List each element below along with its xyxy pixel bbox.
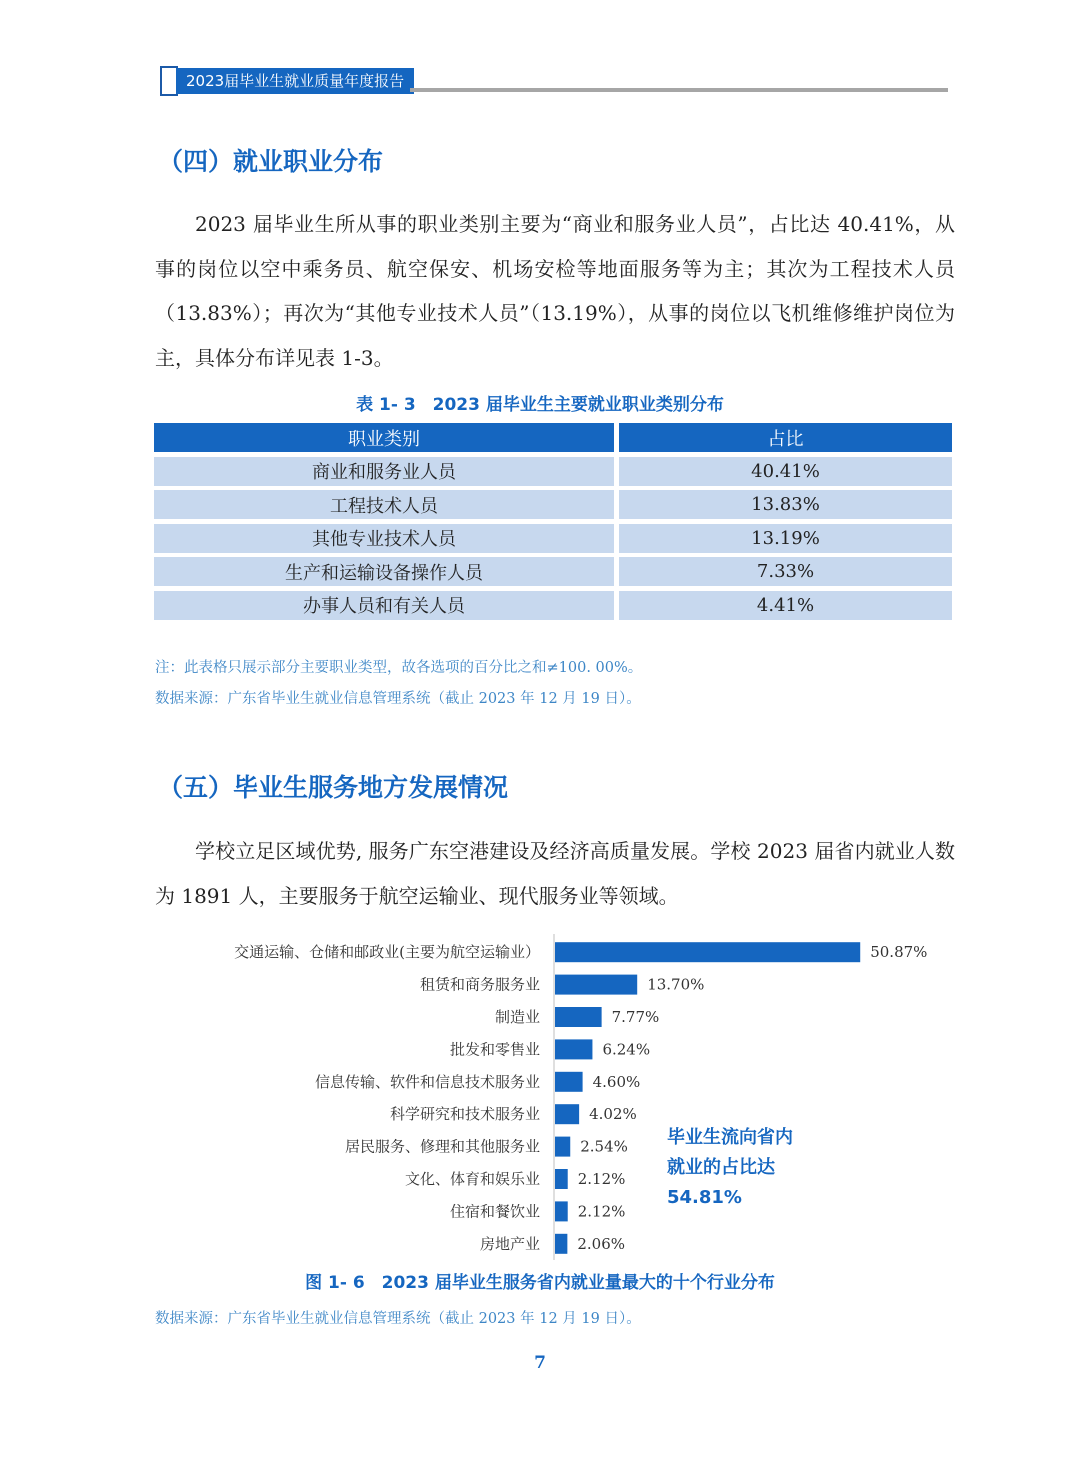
section-5-title: （五）毕业生服务地方发展情况 — [158, 773, 509, 802]
header-rule — [410, 88, 948, 92]
section-4-title: （四）就业职业分布 — [158, 147, 384, 176]
table-note: 注：此表格只展示部分主要职业类型，故各选项的百分比之和≠100. 00%。 — [155, 660, 643, 676]
table-row — [154, 591, 952, 620]
bar — [555, 1201, 568, 1221]
bar — [555, 1072, 583, 1092]
bar — [555, 1169, 568, 1189]
chart-bars — [234, 942, 927, 1254]
section-5-paragraph — [155, 829, 955, 918]
cell-share: 4.41% — [619, 591, 952, 620]
cell-share: 13.83% — [619, 490, 952, 519]
header-share: 占比 — [619, 423, 952, 452]
bar — [555, 1234, 567, 1254]
data-label: 2.12% — [577, 1202, 626, 1221]
category-label: 住宿和餐饮业 — [449, 1202, 540, 1221]
occupation-table — [154, 423, 952, 624]
category-label: 批发和零售业 — [449, 1040, 540, 1059]
data-label: 6.24% — [602, 1040, 651, 1059]
callout-text: 毕业生流向省内就业的占比达 54.81% — [667, 1127, 793, 1208]
section-5-paragraph-text: 学校立足区域优势, 服务广东空港建设及经济高质量发展。学校 2023 届省内就业人数为 1891 人，主要服务于航空运输业、现代服务业等领域。 — [155, 839, 955, 908]
data-label: 2.54% — [580, 1137, 628, 1156]
category-label: 制造业 — [494, 1008, 540, 1026]
cell-share: 7.33% — [619, 557, 952, 586]
section-4-paragraph-text: 2023 届毕业生所从事的职业类别主要为“商业和服务业人员”，占比达 40.41%，从事的岗位以空中乘务员、航空保安、机场安检等地面服务等为主；其次为工程技术人员（13.83%）；再次为“其他专业技术人员”（13.19%），从事的岗位以飞机维修维护岗位为主，具体分布详见表 1-3。 — [155, 212, 955, 370]
report-title-badge: 2023届毕业生就业质量年度报告 — [176, 68, 414, 94]
cell-share: 13.19% — [619, 524, 952, 553]
category-label: 租赁和商务服务业 — [419, 975, 540, 994]
category-label: 文化、体育和娱乐业 — [404, 1170, 540, 1188]
bar — [555, 1039, 592, 1059]
data-label: 4.02% — [589, 1105, 637, 1124]
category-label: 房地产业 — [479, 1234, 540, 1253]
table-row — [154, 490, 952, 519]
category-label: 交通运输、仓储和邮政业(主要为航空运输业） — [234, 943, 540, 962]
table-source: 数据来源：广东省毕业生就业信息管理系统（截止 2023 年 12 月 19 日）。 — [155, 691, 641, 707]
data-label: 4.60% — [592, 1072, 641, 1091]
bar — [555, 942, 860, 962]
cell-occupation: 商业和服务业人员 — [154, 457, 614, 486]
cell-occupation: 其他专业技术人员 — [154, 524, 614, 553]
cell-occupation: 工程技术人员 — [154, 490, 614, 519]
bar — [555, 1007, 602, 1027]
data-label: 2.06% — [577, 1234, 626, 1253]
bar — [555, 1137, 570, 1157]
industry-bar-chart — [150, 930, 950, 1260]
bar — [555, 975, 637, 995]
table-row — [154, 457, 952, 486]
cell-share: 40.41% — [619, 457, 952, 486]
data-label: 7.77% — [611, 1008, 660, 1026]
category-label: 居民服务、修理和其他服务业 — [344, 1137, 540, 1156]
figure-source: 数据来源：广东省毕业生就业信息管理系统（截止 2023 年 12 月 19 日）。 — [155, 1311, 641, 1327]
cell-occupation: 生产和运输设备操作人员 — [154, 557, 614, 586]
header-occupation: 职业类别 — [154, 423, 614, 452]
section-4-paragraph — [155, 202, 955, 380]
table-header-row — [154, 423, 952, 452]
data-label: 2.12% — [577, 1170, 626, 1188]
table-caption: 表 1- 3 2023 届毕业生主要就业职业类别分布 — [356, 395, 724, 415]
data-label: 50.87% — [870, 943, 928, 962]
table-row — [154, 524, 952, 553]
figure-caption: 图 1- 6 2023 届毕业生服务省内就业量最大的十个行业分布 — [305, 1273, 775, 1293]
cell-occupation: 办事人员和有关人员 — [154, 591, 614, 620]
category-label: 科学研究和技术服务业 — [389, 1105, 540, 1124]
data-label: 13.70% — [647, 975, 705, 994]
bar — [555, 1104, 579, 1124]
page-number: 7 — [534, 1353, 546, 1373]
table-row — [154, 557, 952, 586]
category-label: 信息传输、软件和信息技术服务业 — [314, 1072, 540, 1091]
